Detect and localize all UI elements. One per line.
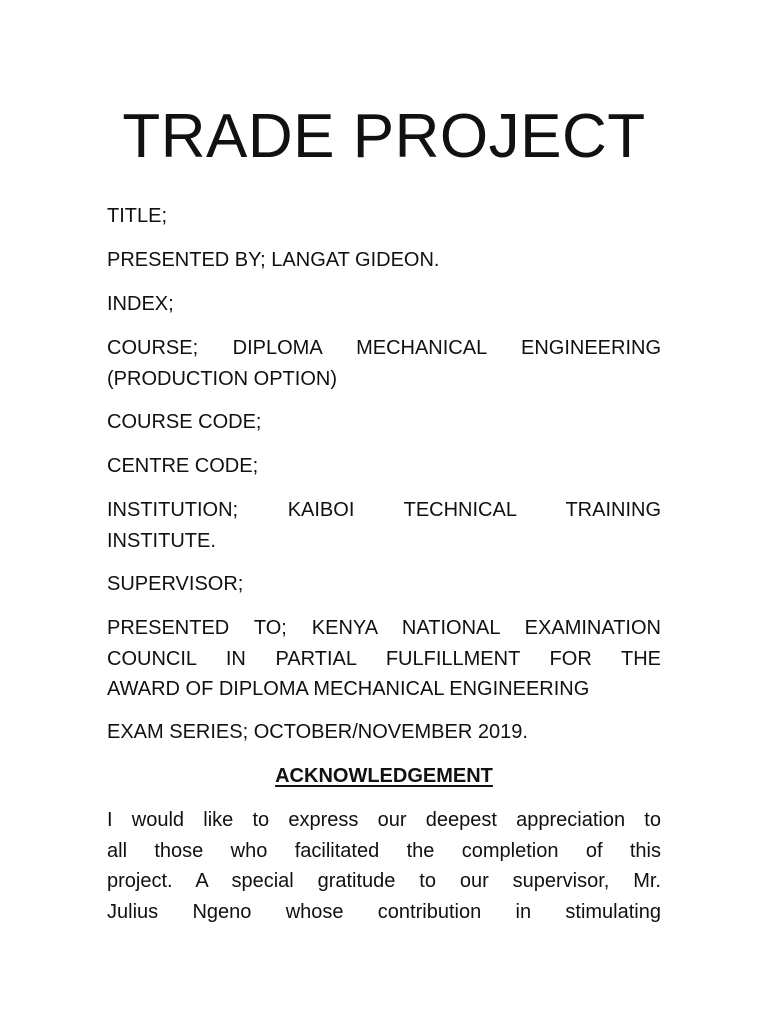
index-field: INDEX; [107,293,174,315]
course-field [107,333,661,394]
acknowledgement-line-3: project. A special gratitude to our supervisor, Mr. [107,870,661,892]
course-line-2: (PRODUCTION OPTION) [107,367,337,390]
presented-to-field [107,613,661,705]
document-title: TRADE PROJECT [122,102,646,171]
presented-to-line-1: PRESENTED TO; KENYA NATIONAL EXAMINATION [107,617,661,639]
acknowledgement-heading: ACKNOWLEDGEMENT [275,765,493,787]
presented-to-line-2: COUNCIL IN PARTIAL FULFILLMENT FOR THE [107,647,661,670]
title-field: TITLE; [107,205,168,227]
institution-line-1: INSTITUTION; KAIBOI TECHNICAL TRAINING [107,499,661,521]
document-page [107,0,661,1024]
centre-code-field: CENTRE CODE; [107,455,259,477]
institution-line-2: INSTITUTE. [107,529,216,552]
course-line-1: COURSE; DIPLOMA MECHANICAL ENGINEERING [107,337,661,359]
supervisor-field: SUPERVISOR; [107,573,244,595]
acknowledgement-paragraph [107,805,661,927]
acknowledgement-line-1: I would like to express our deepest appreciation to [107,809,661,831]
presented-by-field: PRESENTED BY; LANGAT GIDEON. [107,249,440,271]
presented-to-line-3: AWARD OF DIPLOMA MECHANICAL ENGINEERING [107,678,590,700]
exam-series-field: EXAM SERIES; OCTOBER/NOVEMBER 2019. [107,721,528,743]
acknowledgement-line-2: all those who facilitated the completion of this [107,839,661,862]
course-code-field: COURSE CODE; [107,411,262,433]
acknowledgement-line-4: Julius Ngeno whose contribution in stimulating [107,900,661,923]
institution-field [107,495,661,556]
